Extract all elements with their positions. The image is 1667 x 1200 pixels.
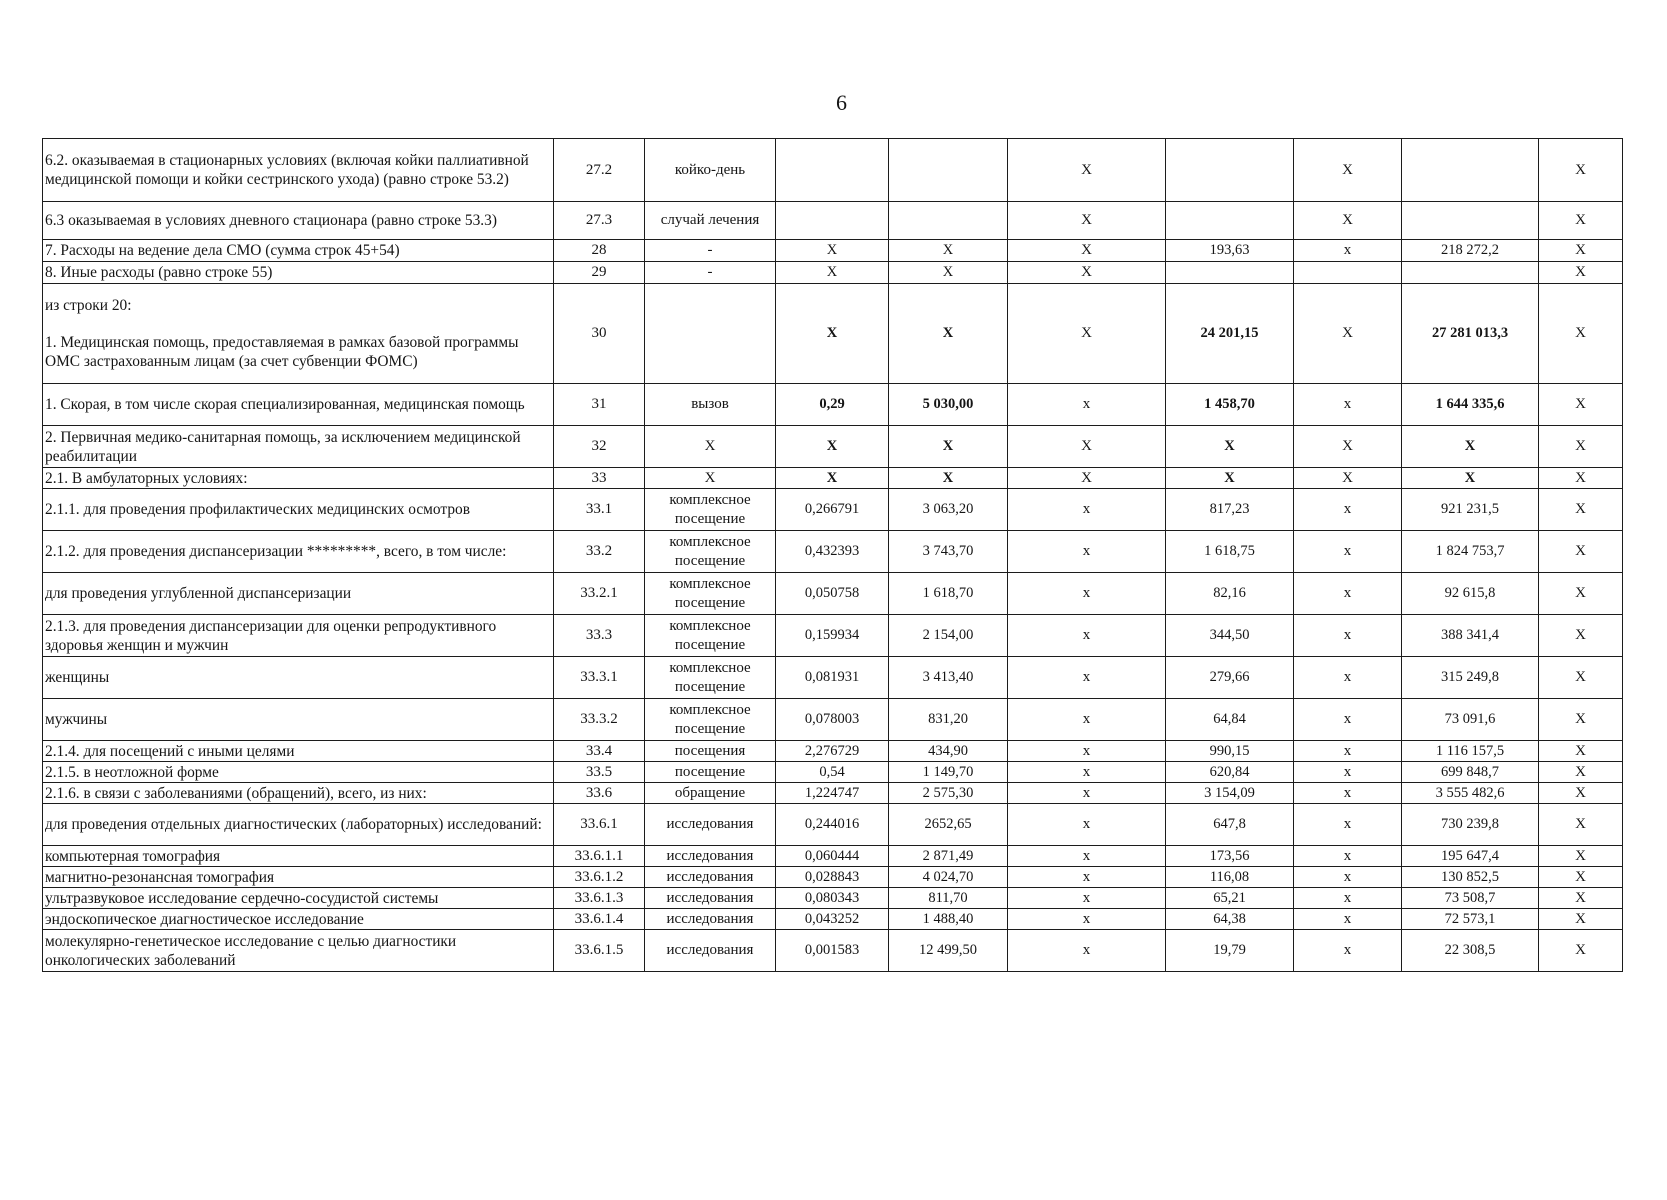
row-cost: 2 154,00	[889, 615, 1008, 657]
row-unit: комплексное посещение	[645, 531, 776, 573]
row-name-text: 1. Медицинская помощь, предоставляемая в рамках базовой программы ОМС застрахованным лицам (за счет субвенции ФОМС)	[45, 334, 519, 370]
row-mark-c: X	[1539, 615, 1623, 657]
row-rate: 0,028843	[776, 867, 889, 888]
row-mark-a: X	[1008, 468, 1166, 489]
row-mark-a: x	[1008, 531, 1166, 573]
row-unit: обращение	[645, 783, 776, 804]
row-mark-c: X	[1539, 573, 1623, 615]
row-name: компьютерная томография	[43, 846, 554, 867]
row-code: 27.3	[554, 202, 645, 240]
row-name: 2. Первичная медико-санитарная помощь, за исключением медицинской реабилитации	[43, 426, 554, 468]
row-total	[1402, 139, 1539, 202]
row-name: для проведения углубленной диспансеризации	[43, 573, 554, 615]
row-name: эндоскопическое диагностическое исследование	[43, 909, 554, 930]
row-unit: комплексное посещение	[645, 699, 776, 741]
row-per-capita: 3 154,09	[1166, 783, 1294, 804]
row-mark-c: X	[1539, 804, 1623, 846]
row-mark-c: X	[1539, 657, 1623, 699]
table-row	[43, 657, 1623, 699]
row-total: 1 824 753,7	[1402, 531, 1539, 573]
row-per-capita	[1166, 262, 1294, 284]
row-total: 218 272,2	[1402, 240, 1539, 262]
row-name: женщины	[43, 657, 554, 699]
row-total: 730 239,8	[1402, 804, 1539, 846]
row-cost: 3 743,70	[889, 531, 1008, 573]
row-code: 33.6.1.1	[554, 846, 645, 867]
row-code: 33.2	[554, 531, 645, 573]
row-mark-c: X	[1539, 202, 1623, 240]
row-rate: 0,432393	[776, 531, 889, 573]
row-mark-b: x	[1294, 867, 1402, 888]
row-unit: исследования	[645, 846, 776, 867]
row-mark-b: x	[1294, 783, 1402, 804]
row-mark-a: X	[1008, 240, 1166, 262]
row-cost: 434,90	[889, 741, 1008, 762]
row-per-capita: X	[1166, 426, 1294, 468]
row-rate: 0,29	[776, 384, 889, 426]
row-cost: X	[889, 468, 1008, 489]
row-mark-c: X	[1539, 139, 1623, 202]
row-name	[43, 284, 554, 384]
table-row	[43, 762, 1623, 783]
row-name-prefix: из строки 20:	[45, 297, 132, 314]
row-mark-a: x	[1008, 615, 1166, 657]
row-per-capita: 1 618,75	[1166, 531, 1294, 573]
row-mark-c: X	[1539, 909, 1623, 930]
row-total: X	[1402, 468, 1539, 489]
row-cost: X	[889, 240, 1008, 262]
row-mark-b: X	[1294, 426, 1402, 468]
row-unit: комплексное посещение	[645, 573, 776, 615]
row-mark-a: x	[1008, 657, 1166, 699]
row-rate: 0,081931	[776, 657, 889, 699]
row-rate: X	[776, 426, 889, 468]
row-total: 315 249,8	[1402, 657, 1539, 699]
table-row	[43, 783, 1623, 804]
row-code: 29	[554, 262, 645, 284]
row-mark-c: X	[1539, 846, 1623, 867]
row-per-capita: 1 458,70	[1166, 384, 1294, 426]
row-mark-c: X	[1539, 240, 1623, 262]
row-name: 1. Скорая, в том числе скорая специализированная, медицинская помощь	[43, 384, 554, 426]
row-mark-b: x	[1294, 699, 1402, 741]
row-unit: комплексное посещение	[645, 489, 776, 531]
row-name: 2.1.5. в неотложной форме	[43, 762, 554, 783]
row-per-capita: 82,16	[1166, 573, 1294, 615]
row-code: 33.6	[554, 783, 645, 804]
row-mark-b	[1294, 262, 1402, 284]
table-row	[43, 489, 1623, 531]
row-name: для проведения отдельных диагностических (лабораторных) исследований:	[43, 804, 554, 846]
row-rate: 2,276729	[776, 741, 889, 762]
row-mark-b: x	[1294, 384, 1402, 426]
row-rate: 1,224747	[776, 783, 889, 804]
row-cost: 2 575,30	[889, 783, 1008, 804]
row-code: 31	[554, 384, 645, 426]
row-code: 33.6.1	[554, 804, 645, 846]
row-name: 7. Расходы на ведение дела СМО (сумма строк 45+54)	[43, 240, 554, 262]
table-row	[43, 468, 1623, 489]
row-rate: 0,078003	[776, 699, 889, 741]
row-name: 2.1.4. для посещений с иными целями	[43, 741, 554, 762]
row-per-capita: 173,56	[1166, 846, 1294, 867]
row-rate: 0,54	[776, 762, 889, 783]
row-total: 3 555 482,6	[1402, 783, 1539, 804]
row-mark-b: x	[1294, 531, 1402, 573]
table-row	[43, 699, 1623, 741]
row-cost: 2652,65	[889, 804, 1008, 846]
row-cost: X	[889, 284, 1008, 384]
table-row	[43, 909, 1623, 930]
row-mark-c: X	[1539, 384, 1623, 426]
row-cost: X	[889, 426, 1008, 468]
row-mark-c: X	[1539, 531, 1623, 573]
row-code: 30	[554, 284, 645, 384]
row-rate: 0,043252	[776, 909, 889, 930]
row-name: 2.1. В амбулаторных условиях:	[43, 468, 554, 489]
row-code: 33	[554, 468, 645, 489]
row-total: 130 852,5	[1402, 867, 1539, 888]
row-per-capita: 65,21	[1166, 888, 1294, 909]
row-total: 22 308,5	[1402, 930, 1539, 972]
row-name: магнитно-резонансная томография	[43, 867, 554, 888]
row-name: 2.1.6. в связи с заболеваниями (обращений), всего, из них:	[43, 783, 554, 804]
row-per-capita	[1166, 202, 1294, 240]
row-mark-c: X	[1539, 699, 1623, 741]
row-unit: исследования	[645, 909, 776, 930]
row-name: 6.2. оказываемая в стационарных условиях (включая койки паллиативной медицинской помощи и койки сестринского ухода) (равно строке 53.2)	[43, 139, 554, 202]
row-cost: 3 413,40	[889, 657, 1008, 699]
row-code: 27.2	[554, 139, 645, 202]
row-name: ультразвуковое исследование сердечно-сосудистой системы	[43, 888, 554, 909]
row-mark-b: x	[1294, 240, 1402, 262]
row-rate: 0,080343	[776, 888, 889, 909]
row-cost	[889, 139, 1008, 202]
row-cost: 5 030,00	[889, 384, 1008, 426]
row-mark-a: x	[1008, 888, 1166, 909]
row-total: 73 091,6	[1402, 699, 1539, 741]
row-rate: 0,266791	[776, 489, 889, 531]
row-mark-a: x	[1008, 741, 1166, 762]
row-code: 33.3	[554, 615, 645, 657]
table-row	[43, 846, 1623, 867]
row-mark-a: x	[1008, 762, 1166, 783]
row-code: 33.1	[554, 489, 645, 531]
row-cost: 12 499,50	[889, 930, 1008, 972]
row-cost: 4 024,70	[889, 867, 1008, 888]
row-mark-c: X	[1539, 783, 1623, 804]
table-row	[43, 202, 1623, 240]
row-name: 2.1.2. для проведения диспансеризации *********, всего, в том числе:	[43, 531, 554, 573]
row-mark-b: x	[1294, 657, 1402, 699]
row-mark-b: X	[1294, 202, 1402, 240]
row-unit: случай лечения	[645, 202, 776, 240]
row-mark-c: X	[1539, 426, 1623, 468]
row-mark-b: x	[1294, 804, 1402, 846]
row-rate: X	[776, 284, 889, 384]
row-rate: 0,244016	[776, 804, 889, 846]
row-total: 195 647,4	[1402, 846, 1539, 867]
table-row	[43, 240, 1623, 262]
row-per-capita: 647,8	[1166, 804, 1294, 846]
row-mark-a: x	[1008, 909, 1166, 930]
row-code: 33.5	[554, 762, 645, 783]
row-mark-a: x	[1008, 489, 1166, 531]
row-mark-a: x	[1008, 930, 1166, 972]
row-cost	[889, 202, 1008, 240]
row-mark-c: X	[1539, 930, 1623, 972]
row-mark-b: x	[1294, 741, 1402, 762]
row-code: 28	[554, 240, 645, 262]
row-rate: X	[776, 468, 889, 489]
row-mark-a: x	[1008, 846, 1166, 867]
row-mark-a: X	[1008, 139, 1166, 202]
row-unit: комплексное посещение	[645, 615, 776, 657]
row-rate: X	[776, 240, 889, 262]
row-cost: 3 063,20	[889, 489, 1008, 531]
row-mark-c: X	[1539, 741, 1623, 762]
row-name: молекулярно-генетическое исследование с целью диагностики онкологических заболеваний	[43, 930, 554, 972]
page-number: 6	[836, 90, 847, 115]
table-row	[43, 384, 1623, 426]
row-name: 8. Иные расходы (равно строке 55)	[43, 262, 554, 284]
row-unit: посещения	[645, 741, 776, 762]
table-row	[43, 531, 1623, 573]
table-row	[43, 804, 1623, 846]
row-name: 2.1.3. для проведения диспансеризации для оценки репродуктивного здоровья женщин и мужчин	[43, 615, 554, 657]
row-unit: исследования	[645, 804, 776, 846]
row-mark-c: X	[1539, 867, 1623, 888]
row-total	[1402, 202, 1539, 240]
row-mark-b: x	[1294, 888, 1402, 909]
row-mark-b: x	[1294, 573, 1402, 615]
row-unit: койко-день	[645, 139, 776, 202]
row-mark-b: x	[1294, 930, 1402, 972]
row-name: мужчины	[43, 699, 554, 741]
table-row	[43, 262, 1623, 284]
row-mark-c: X	[1539, 762, 1623, 783]
row-rate: X	[776, 262, 889, 284]
row-mark-c: X	[1539, 284, 1623, 384]
row-code: 33.2.1	[554, 573, 645, 615]
row-name: 6.3 оказываемая в условиях дневного стационара (равно строке 53.3)	[43, 202, 554, 240]
row-rate: 0,050758	[776, 573, 889, 615]
row-code: 33.3.2	[554, 699, 645, 741]
row-cost: 831,20	[889, 699, 1008, 741]
row-total: 27 281 013,3	[1402, 284, 1539, 384]
row-cost: 1 149,70	[889, 762, 1008, 783]
row-cost: 1 618,70	[889, 573, 1008, 615]
row-code: 33.4	[554, 741, 645, 762]
table-row	[43, 139, 1623, 202]
row-total: 92 615,8	[1402, 573, 1539, 615]
row-mark-a: x	[1008, 804, 1166, 846]
row-mark-b: X	[1294, 468, 1402, 489]
row-per-capita	[1166, 139, 1294, 202]
row-unit: комплексное посещение	[645, 657, 776, 699]
row-unit	[645, 284, 776, 384]
row-total: 1 116 157,5	[1402, 741, 1539, 762]
row-total: 921 231,5	[1402, 489, 1539, 531]
row-total: 1 644 335,6	[1402, 384, 1539, 426]
table-row	[43, 426, 1623, 468]
row-mark-a: x	[1008, 573, 1166, 615]
row-code: 33.6.1.2	[554, 867, 645, 888]
row-unit: исследования	[645, 888, 776, 909]
row-per-capita: 116,08	[1166, 867, 1294, 888]
row-mark-a: x	[1008, 867, 1166, 888]
row-total: 72 573,1	[1402, 909, 1539, 930]
row-code: 33.3.1	[554, 657, 645, 699]
financing-table	[42, 138, 1623, 972]
row-rate: 0,001583	[776, 930, 889, 972]
row-mark-b: x	[1294, 489, 1402, 531]
row-total: X	[1402, 426, 1539, 468]
row-cost: 2 871,49	[889, 846, 1008, 867]
row-mark-b: X	[1294, 139, 1402, 202]
row-unit: X	[645, 426, 776, 468]
row-cost: 1 488,40	[889, 909, 1008, 930]
row-mark-c: X	[1539, 262, 1623, 284]
row-rate	[776, 139, 889, 202]
row-unit: -	[645, 262, 776, 284]
table-row	[43, 615, 1623, 657]
row-mark-b: x	[1294, 846, 1402, 867]
row-code: 33.6.1.4	[554, 909, 645, 930]
row-unit: исследования	[645, 930, 776, 972]
row-mark-c: X	[1539, 468, 1623, 489]
row-per-capita: 279,66	[1166, 657, 1294, 699]
row-mark-a: x	[1008, 783, 1166, 804]
row-rate: 0,159934	[776, 615, 889, 657]
row-per-capita: 64,38	[1166, 909, 1294, 930]
table-row	[43, 573, 1623, 615]
row-unit: вызов	[645, 384, 776, 426]
row-mark-a: x	[1008, 699, 1166, 741]
row-mark-b: x	[1294, 909, 1402, 930]
row-unit: X	[645, 468, 776, 489]
row-mark-a: X	[1008, 426, 1166, 468]
row-total: 73 508,7	[1402, 888, 1539, 909]
row-code: 33.6.1.3	[554, 888, 645, 909]
row-per-capita: 193,63	[1166, 240, 1294, 262]
table-row	[43, 888, 1623, 909]
row-code: 33.6.1.5	[554, 930, 645, 972]
row-per-capita: 620,84	[1166, 762, 1294, 783]
row-mark-b: x	[1294, 762, 1402, 783]
row-mark-c: X	[1539, 888, 1623, 909]
row-unit: исследования	[645, 867, 776, 888]
row-mark-a: X	[1008, 202, 1166, 240]
row-per-capita: 64,84	[1166, 699, 1294, 741]
table-row	[43, 867, 1623, 888]
row-mark-a: x	[1008, 384, 1166, 426]
row-code: 32	[554, 426, 645, 468]
row-mark-b: x	[1294, 615, 1402, 657]
row-per-capita: 990,15	[1166, 741, 1294, 762]
row-mark-a: X	[1008, 262, 1166, 284]
row-cost: X	[889, 262, 1008, 284]
row-rate	[776, 202, 889, 240]
row-per-capita: X	[1166, 468, 1294, 489]
row-unit: посещение	[645, 762, 776, 783]
row-name: 2.1.1. для проведения профилактических медицинских осмотров	[43, 489, 554, 531]
row-rate: 0,060444	[776, 846, 889, 867]
row-per-capita: 24 201,15	[1166, 284, 1294, 384]
row-unit: -	[645, 240, 776, 262]
table-row	[43, 741, 1623, 762]
row-mark-a: X	[1008, 284, 1166, 384]
row-total	[1402, 262, 1539, 284]
row-mark-c: X	[1539, 489, 1623, 531]
table-row	[43, 930, 1623, 972]
row-per-capita: 344,50	[1166, 615, 1294, 657]
row-per-capita: 817,23	[1166, 489, 1294, 531]
row-total: 388 341,4	[1402, 615, 1539, 657]
table-row	[43, 284, 1623, 384]
row-per-capita: 19,79	[1166, 930, 1294, 972]
row-mark-b: X	[1294, 284, 1402, 384]
row-cost: 811,70	[889, 888, 1008, 909]
row-total: 699 848,7	[1402, 762, 1539, 783]
